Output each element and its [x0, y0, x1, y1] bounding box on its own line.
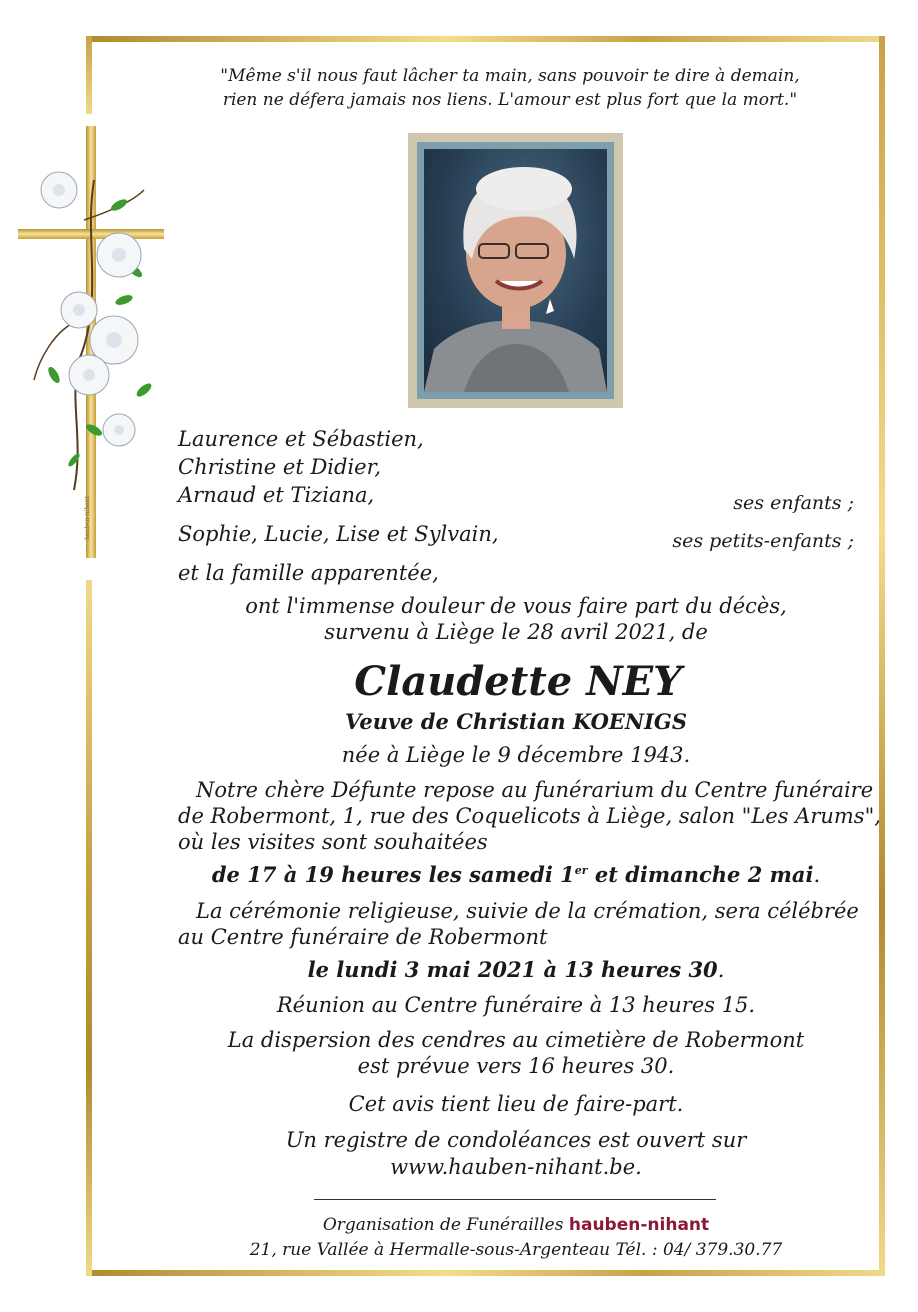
ceremony-line-1: La cérémonie religieuse, suivie de la crémation, sera célébrée [196, 899, 859, 923]
register-line-1: Un registre de condoléances est ouvert sur [285, 1128, 747, 1152]
notice-line: Cet avis tient lieu de faire-part. [348, 1092, 684, 1116]
visits-line-1: Notre chère Défunte repose au funérarium du Centre funéraire [196, 778, 874, 802]
visit-times-part-2: et dimanche 2 mai [587, 862, 814, 887]
announcement-line-2: survenu à Liège le 28 avril 2021, de [324, 620, 708, 644]
register-website: www.hauben-nihant.be. [390, 1155, 642, 1179]
grandchildren-line: Sophie, Lucie, Lise et Sylvain, [178, 522, 499, 546]
dispersion-line-2: est prévue vers 16 heures 30. [357, 1054, 675, 1078]
ceremony-date-end: . [717, 958, 725, 982]
announcement-line-1: ont l'immense douleur de vous faire part du décès, [245, 594, 787, 618]
visit-times-end: . [813, 863, 821, 887]
visit-times-part-1: de 17 à 19 heures les samedi 1 [211, 862, 575, 887]
visits-line-2: de Robermont, 1, rue des Coquelicots à Liège, salon "Les Arums", [178, 804, 881, 828]
ceremony-line-2: au Centre funéraire de Robermont [178, 925, 548, 949]
children-role: ses enfants ; [733, 492, 854, 514]
birth-info: née à Liège le 9 décembre 1943. [341, 743, 691, 767]
quote-line-1: "Même s'il nous faut lâcher ta main, sans pouvoir te dire à demain, [220, 66, 800, 86]
organizer-line [176, 1215, 856, 1235]
visits-line-3: où les visites sont souhaitées [178, 830, 488, 854]
visit-times-sup: er [574, 864, 588, 877]
relatives-line: et la famille apparentée, [178, 561, 439, 585]
widow-of: Veuve de Christian KOENIGS [344, 709, 688, 734]
visit-times [176, 862, 856, 887]
grandchildren-role: ses petits-enfants ; [672, 530, 854, 552]
frame-border-left-top [86, 36, 92, 114]
ceremony-date-text: le lundi 3 mai 2021 à 13 heures 30 [307, 957, 718, 982]
organizer-address: 21, rue Vallée à Hermalle-sous-Argenteau Tél. : 04/ 379.30.77 [249, 1240, 783, 1260]
footer-divider [314, 1199, 716, 1200]
organizer-prefix: Organisation de Funérailles [322, 1215, 569, 1235]
flower-branch-icon [24, 160, 164, 500]
portrait-photo [417, 142, 614, 399]
meeting-info: Réunion au Centre funéraire à 13 heures 15. [276, 993, 756, 1017]
frame-border-top [86, 36, 885, 42]
frame-border-bottom [86, 1270, 885, 1276]
cross-label: hauben-nihant [84, 495, 91, 540]
children-line-3: Arnaud et Tiziana, [178, 483, 375, 507]
brand-logo: hauben-nihant [568, 1215, 710, 1235]
quote-line-2: rien ne défera jamais nos liens. L'amour est plus fort que la mort." [222, 90, 798, 110]
ceremony-date [176, 957, 856, 982]
dispersion-line-1: La dispersion des cendres au cimetière de Robermont [227, 1028, 805, 1052]
children-line-1: Laurence et Sébastien, [178, 427, 424, 451]
deceased-name: Claudette NEY [354, 658, 682, 705]
frame-border-right [879, 36, 885, 1276]
children-line-2: Christine et Didier, [178, 455, 381, 479]
